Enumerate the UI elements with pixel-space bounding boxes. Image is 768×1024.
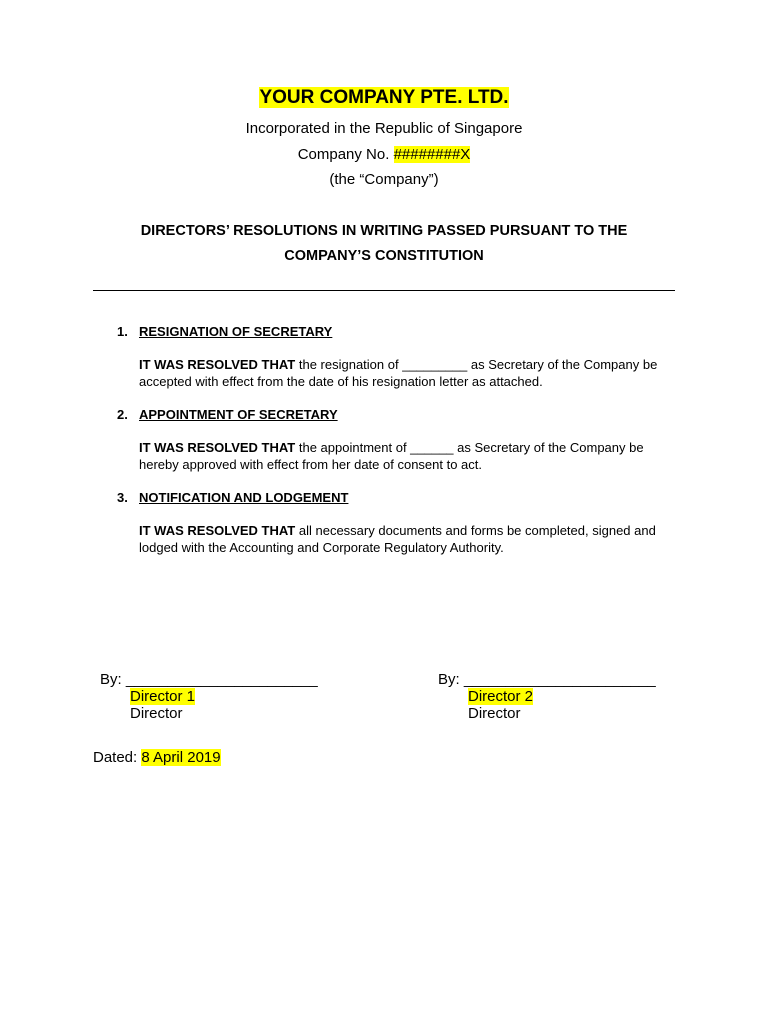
signatory-name: Director 2 [468,688,534,705]
signature-block-director-1 [100,671,318,722]
item-number: 2. [117,407,128,422]
dated-value: 8 April 2019 [141,749,221,766]
company-number-label: Company No. [297,146,394,163]
signatory-role: Director [468,705,521,722]
item-body [139,440,684,473]
dated-line [93,749,221,766]
signatory-role: Director [130,705,183,722]
dated-label: Dated: [93,749,142,766]
item-lead: IT WAS RESOLVED THAT [139,440,296,455]
item-body [139,357,684,390]
item-heading: APPOINTMENT OF SECRETARY [139,407,338,422]
item-body [139,523,684,556]
signature-line: By: _______________________ [438,671,656,688]
incorporation-statement: Incorporated in the Republic of Singapore [245,120,523,137]
item-text: the resignation of _________ as Secretary of the Company be accepted with effect from the date of his resignation letter as attached. [139,357,658,389]
resolution-title-line-2: COMPANY’S CONSTITUTION [284,248,484,264]
company-number-value: ########X [393,146,471,163]
signature-line: By: _______________________ [100,671,318,688]
signatory-name: Director 1 [130,688,196,705]
resolution-title [0,219,768,269]
item-heading: NOTIFICATION AND LODGEMENT [139,490,349,505]
item-number: 3. [117,490,128,505]
item-number: 1. [117,324,128,339]
company-name-text: YOUR COMPANY PTE. LTD. [259,87,509,108]
company-number [0,146,768,163]
divider-line [93,290,675,291]
company-definition: (the “Company”) [329,171,439,188]
item-heading: RESIGNATION OF SECRETARY [139,324,333,339]
company-name [0,87,768,109]
signature-block-director-2 [438,671,656,722]
item-lead: IT WAS RESOLVED THAT [139,523,296,538]
item-text: all necessary documents and forms be completed, signed and lodged with the Accounting and Corporate Regulatory Authority. [139,523,656,555]
item-lead: IT WAS RESOLVED THAT [139,357,296,372]
resolution-title-line-1: DIRECTORS’ RESOLUTIONS IN WRITING PASSED PURSUANT TO THE [140,223,628,239]
item-text: the appointment of ______ as Secretary of the Company be hereby approved with effect from her date of consent to act. [139,440,644,472]
